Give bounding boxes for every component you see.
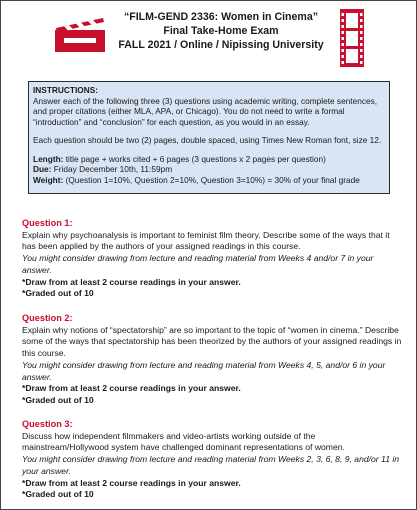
question-3 [22, 419, 402, 501]
exam-title: Final Take-Home Exam [163, 25, 279, 37]
length-label: Length: [33, 153, 64, 164]
due-value: Friday December 10th, 11:59pm [51, 164, 173, 174]
question-hint: You might consider drawing from lecture and reading material from Weeks 4 and/or 7 in your answer. [22, 253, 374, 275]
question-title: Question 3: [22, 419, 73, 429]
instructions-heading: INSTRUCTIONS: [33, 85, 98, 95]
course-title: “FILM-GEND 2336: Women in Cinema” [123, 11, 319, 23]
question-1 [22, 218, 402, 300]
instructions-length-note: Each question should be two (2) pages, double spaced, using Times New Roman font, size 12. [33, 135, 382, 145]
question-requirement: *Draw from at least 2 course readings in your answer. [22, 477, 241, 488]
weight-value: (Question 1=10%, Question 2=10%, Question 3=10%) = 30% of your final grade [63, 174, 360, 185]
question-grading: *Graded out of 10 [22, 489, 94, 500]
question-prompt: Discuss how independent filmmakers and video-artists working outside of the mainstream/Hollywood system have challenged dominant representations of women. [22, 430, 345, 453]
question-grading: *Graded out of 10 [22, 288, 94, 299]
term-line: FALL 2021 / Online / Nipissing University [118, 39, 324, 51]
instructions-box [28, 81, 390, 194]
clapperboard-icon [53, 15, 107, 53]
length-line [33, 154, 385, 165]
question-hint: You might consider drawing from lecture and reading material from Weeks 2, 3, 6, 8, 9, and/or 11 in your answer. [22, 454, 400, 476]
question-requirement: *Draw from at least 2 course readings in your answer. [22, 276, 241, 287]
question-title: Question 1: [22, 218, 73, 228]
question-title: Question 2: [22, 313, 73, 323]
question-prompt: Explain why psychoanalysis is important to feminist film theory. Describe some of the ways that it has been applied by the authors of your assigned readings in this course. [22, 229, 390, 252]
question-prompt: Explain why notions of “spectatorship” are so important to the topic of “women in cinema.” Describe some of the ways that spectatorship has been theorized by the authors of your assigned readings in this course. [22, 324, 402, 359]
question-2 [22, 313, 402, 407]
question-hint: You might consider drawing from lecture and reading material from Weeks 4, 5, and/or 6 in your answer. [22, 359, 386, 382]
exam-header [1, 1, 416, 77]
exam-title-block [111, 10, 331, 52]
instructions-body: Answer each of the following three (3) questions using academic writing, complete sentences, and proper citations (either MLA, APA, or Chicago). You do not need to write a formal “introduction” and “conclusion” for each question, as you would in an essay. [33, 95, 378, 127]
question-requirement: *Draw from at least 2 course readings in your answer. [22, 383, 241, 394]
due-label: Due: [33, 164, 52, 174]
question-grading: *Graded out of 10 [22, 394, 94, 405]
film-strip-icon [340, 9, 364, 67]
weight-label: Weight: [33, 174, 64, 185]
weight-line [33, 175, 385, 186]
due-line [33, 164, 385, 175]
length-value: title page + works cited + 6 pages (3 questions x 2 pages per question) [63, 153, 326, 164]
